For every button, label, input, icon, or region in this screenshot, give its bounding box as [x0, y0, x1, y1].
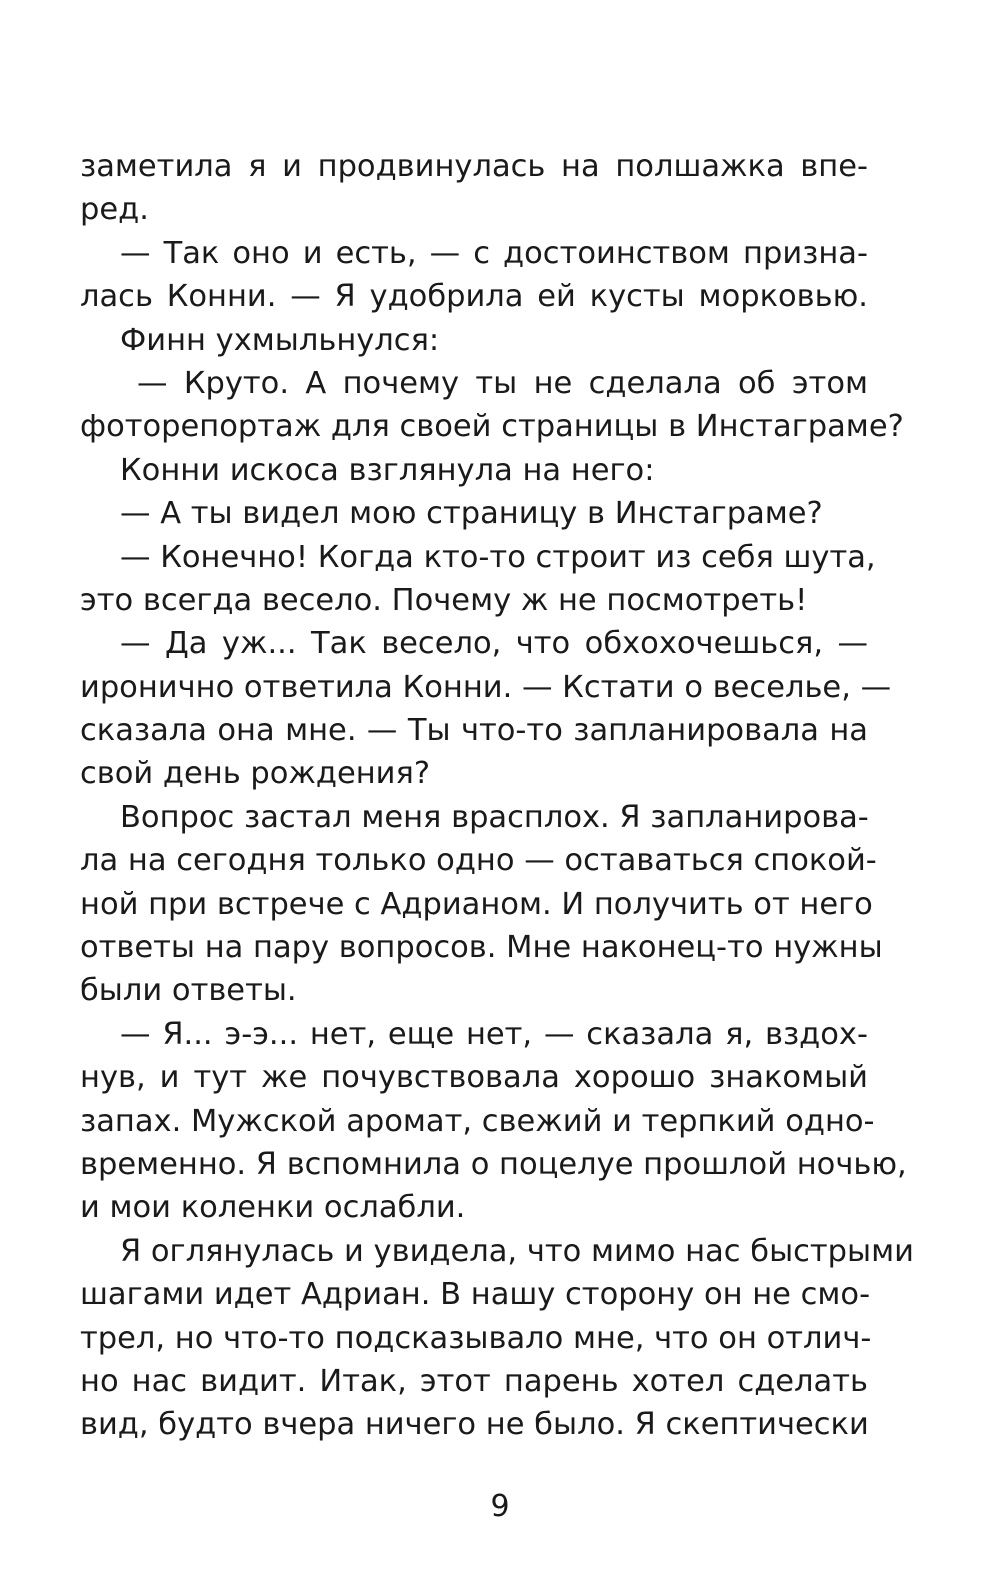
text-line: ла на сегодня только одно — оставаться спокой- [80, 843, 877, 879]
text-line: но нас видит. Итак, этот парень хотел сделать [80, 1363, 868, 1399]
text-line: — Конечно! Когда кто-то строит из себя шута, [120, 539, 876, 575]
text-line: запах. Мужской аромат, свежий и терпкий одно- [80, 1103, 875, 1139]
text-line: заметила я и продвинулась на полшажка впе- [80, 149, 868, 184]
text-line: Я оглянулась и увидела, что мимо нас быстрыми [120, 1233, 914, 1269]
text-line: трел, но что-то подсказывало мне, что он отлич- [80, 1320, 872, 1356]
page-number: 9 [490, 1489, 510, 1524]
text-line: свой день рождения? [80, 756, 431, 792]
text-line: временно. Я вспомнила о поцелуе прошлой ночью, [80, 1146, 907, 1182]
text-line: вид, будто вчера ничего не было. Я скептически [80, 1407, 869, 1443]
text-line: лась Конни. — Я удобрила ей кусты морковью. [80, 279, 868, 315]
text-line: фоторепортаж для своей страницы в Инстаграме? [80, 409, 904, 445]
text-line: — Да уж... Так весело, что обхохочешься, — [120, 626, 868, 662]
text-line: Вопрос застал меня врасплох. Я запланирова- [120, 799, 869, 835]
text-line: Финн ухмыльнулся: [120, 322, 440, 358]
text-line: Конни искоса взглянула на него: [120, 452, 655, 488]
text-line: ред. [80, 192, 149, 228]
text-line: ной при встрече с Адрианом. И получить от него [80, 886, 873, 922]
text-line: и мои коленки ослабли. [80, 1190, 466, 1226]
text-line: это всегда весело. Почему ж не посмотреть! [80, 582, 808, 618]
text-line: ответы на пару вопросов. Мне наконец-то нужны [80, 930, 883, 966]
text-line: — А ты видел мою страницу в Инстаграме? [120, 496, 823, 532]
text-line: сказала она мне. — Ты что-то запланировала на [80, 713, 868, 749]
text-line: нув, и тут же почувствовала хорошо знакомый [80, 1060, 868, 1096]
text-line: — Я... э-э... нет, еще нет, — сказала я, вздох- [120, 1016, 868, 1052]
text-line: были ответы. [80, 973, 297, 1009]
body-text [80, 145, 914, 1447]
text-line: шагами идет Адриан. В нашу сторону он не смо- [80, 1277, 871, 1313]
text-line: — Круто. А почему ты не сделала об этом [137, 365, 868, 401]
text-line: иронично ответила Конни. — Кстати о веселье, — [80, 669, 892, 705]
text-line: — Так оно и есть, — с достоинством призна- [120, 235, 868, 271]
